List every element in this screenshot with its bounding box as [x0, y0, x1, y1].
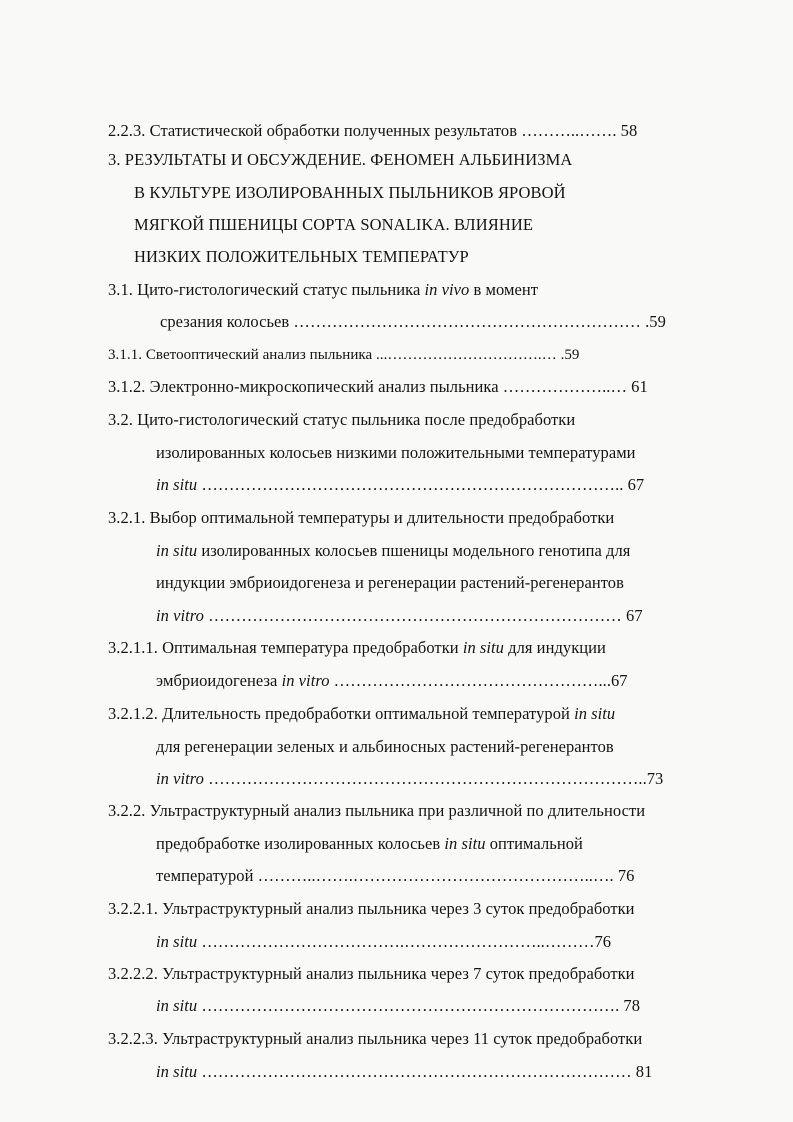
toc-entry-text: …………………………………………...67: [329, 671, 628, 690]
toc-entry-text: 3.2.2.3. Ультраструктурный анализ пыльника через 11 суток предобработки: [108, 1029, 643, 1048]
toc-entry-3-2-1-2-line-3: [156, 769, 736, 789]
toc-entry-italic: in situ: [462, 638, 504, 657]
toc-entry-3-2-line-1: [108, 410, 728, 430]
toc-entry-3-2-2-3-line-2: [156, 1062, 736, 1082]
toc-entry-3-2-1-2-line-2: [156, 737, 746, 757]
toc-entry-3-2-line-2: [156, 443, 756, 463]
toc-entry-3-2-2-line-2: [156, 834, 736, 854]
toc-entry-italic: in situ: [444, 834, 486, 853]
toc-entry-text: эмбриоидогенеза: [156, 671, 282, 690]
toc-entry-text: изолированных колосьев пшеницы модельного генотипа для: [197, 541, 631, 560]
toc-entry-3-2-2-line-3: [156, 866, 736, 886]
toc-entry-3-2-1-1-line-2: [156, 671, 736, 691]
toc-entry-3-2-1-1-line-1: [108, 638, 728, 658]
toc-entry-text: …………………………………………………………………. 78: [197, 996, 641, 1015]
toc-entry-text: 3.2.1. Выбор оптимальной температуры и длительности предобработки: [108, 508, 615, 527]
toc-entry-text: 3.2.1.1. Оптимальная температура предобработки: [108, 638, 463, 657]
toc-entry-text: 3.1.1. Светооптический анализ пыльника ...………………………….… .59: [108, 347, 580, 363]
toc-entry-text: 3. РЕЗУЛЬТАТЫ И ОБСУЖДЕНИЕ. ФЕНОМЕН АЛЬБИНИЗМА: [108, 150, 573, 169]
toc-entry-italic: in vitro: [156, 769, 204, 788]
toc-entry-3-2-1-2-line-1: [108, 704, 728, 724]
toc-entry-text: предобработке изолированных колосьев: [156, 834, 445, 853]
toc-entry-italic: in vitro: [281, 671, 330, 690]
toc-entry-3-2-2-2-line-2: [156, 996, 736, 1016]
toc-entry-3-heading-line-4: [134, 247, 694, 267]
toc-entry-text: ………………………………………………………………… 67: [203, 606, 643, 625]
toc-entry-text: НИЗКИХ ПОЛОЖИТЕЛЬНЫХ ТЕМПЕРАТУР: [134, 247, 469, 266]
toc-entry-3-2-line-3: [156, 475, 736, 495]
toc-entry-italic: in situ: [156, 541, 198, 560]
toc-entry-3-2-2-3-line-1: [108, 1029, 748, 1049]
toc-entry-3-2-1-line-2: [156, 541, 746, 561]
toc-entry-3-heading-line-2: [134, 183, 724, 203]
toc-entry-italic: in situ: [156, 475, 198, 494]
toc-entry-italic: in situ: [156, 996, 198, 1015]
toc-entry-text: МЯГКОЙ ПШЕНИЦЫ СОРТА SONALIKA. ВЛИЯНИЕ: [134, 215, 534, 234]
toc-entry-italic: in situ: [156, 1062, 198, 1081]
toc-entry-3-2-1-line-3: [156, 573, 746, 593]
toc-entry-text: в момент: [469, 280, 539, 299]
toc-entry-text: ……………………………….……………………..………76: [197, 932, 612, 951]
toc-entry-text: 3.2.1.2. Длительность предобработки оптимальной температурой: [108, 704, 575, 723]
toc-entry-3-2-2-1-line-2: [156, 932, 736, 952]
toc-entry-2-2-3: [108, 121, 732, 141]
toc-entry-text: 2.2.3. Статистической обработки полученных результатов ………..……. 58: [108, 121, 638, 140]
toc-entry-text: ……………………………………………………………………..73: [203, 769, 664, 788]
toc-entry-text: 3.2.2. Ультраструктурный анализ пыльника при различной по длительности: [108, 801, 646, 820]
toc-entry-3-2-2-2-line-1: [108, 964, 748, 984]
toc-entry-text: 3.2.2.1. Ультраструктурный анализ пыльника через 3 суток предобработки: [108, 899, 635, 918]
toc-entry-3-2-2-1-line-1: [108, 899, 748, 919]
toc-entry-italic: in vitro: [156, 606, 204, 625]
toc-entry-text: …………………………………………………………………… 81: [197, 1062, 653, 1081]
toc-entry-italic: in situ: [156, 932, 198, 951]
toc-entry-3-2-1-line-1: [108, 508, 728, 528]
toc-entry-3-1-line-2: [160, 312, 740, 332]
toc-entry-text: температурой ………..…….……………………………………..…. 76: [156, 866, 635, 885]
toc-entry-text: 3.2.2.2. Ультраструктурный анализ пыльника через 7 суток предобработки: [108, 964, 635, 983]
toc-entry-3-heading-line-1: [108, 150, 708, 170]
toc-entry-text: 3.2. Цито-гистологический статус пыльника после предобработки: [108, 410, 576, 429]
toc-entry-3-2-1-line-4: [156, 606, 736, 626]
toc-entry-text: 3.1. Цито-гистологический статус пыльника: [108, 280, 425, 299]
toc-entry-text: для индукции: [503, 638, 606, 657]
toc-entry-3-1-1: [108, 345, 740, 365]
toc-entry-text: оптимальной: [485, 834, 583, 853]
toc-entry-italic: in situ: [574, 704, 616, 723]
toc-entry-3-1-line-1: [108, 280, 708, 300]
toc-entry-3-heading-line-3: [134, 215, 694, 235]
toc-entry-italic: in vivo: [424, 280, 470, 299]
toc-entry-3-2-2-line-1: [108, 801, 748, 821]
toc-entry-text: изолированных колосьев низкими положительными температурами: [156, 443, 636, 462]
toc-entry-3-1-2: [108, 377, 732, 397]
toc-entry-text: индукции эмбриоидогенеза и регенерации растений-регенерантов: [156, 573, 624, 592]
toc-entry-text: В КУЛЬТУРЕ ИЗОЛИРОВАННЫХ ПЫЛЬНИКОВ ЯРОВОЙ: [134, 183, 566, 202]
toc-entry-text: 3.1.2. Электронно-микроскопический анализ пыльника ………………..… 61: [108, 377, 648, 396]
toc-entry-text: срезания колосьев ……………………………………………………… .59: [160, 312, 666, 331]
toc-entry-text: ………………………………………………………………….. 67: [197, 475, 645, 494]
toc-entry-text: для регенерации зеленых и альбиносных растений-регенерантов: [156, 737, 614, 756]
